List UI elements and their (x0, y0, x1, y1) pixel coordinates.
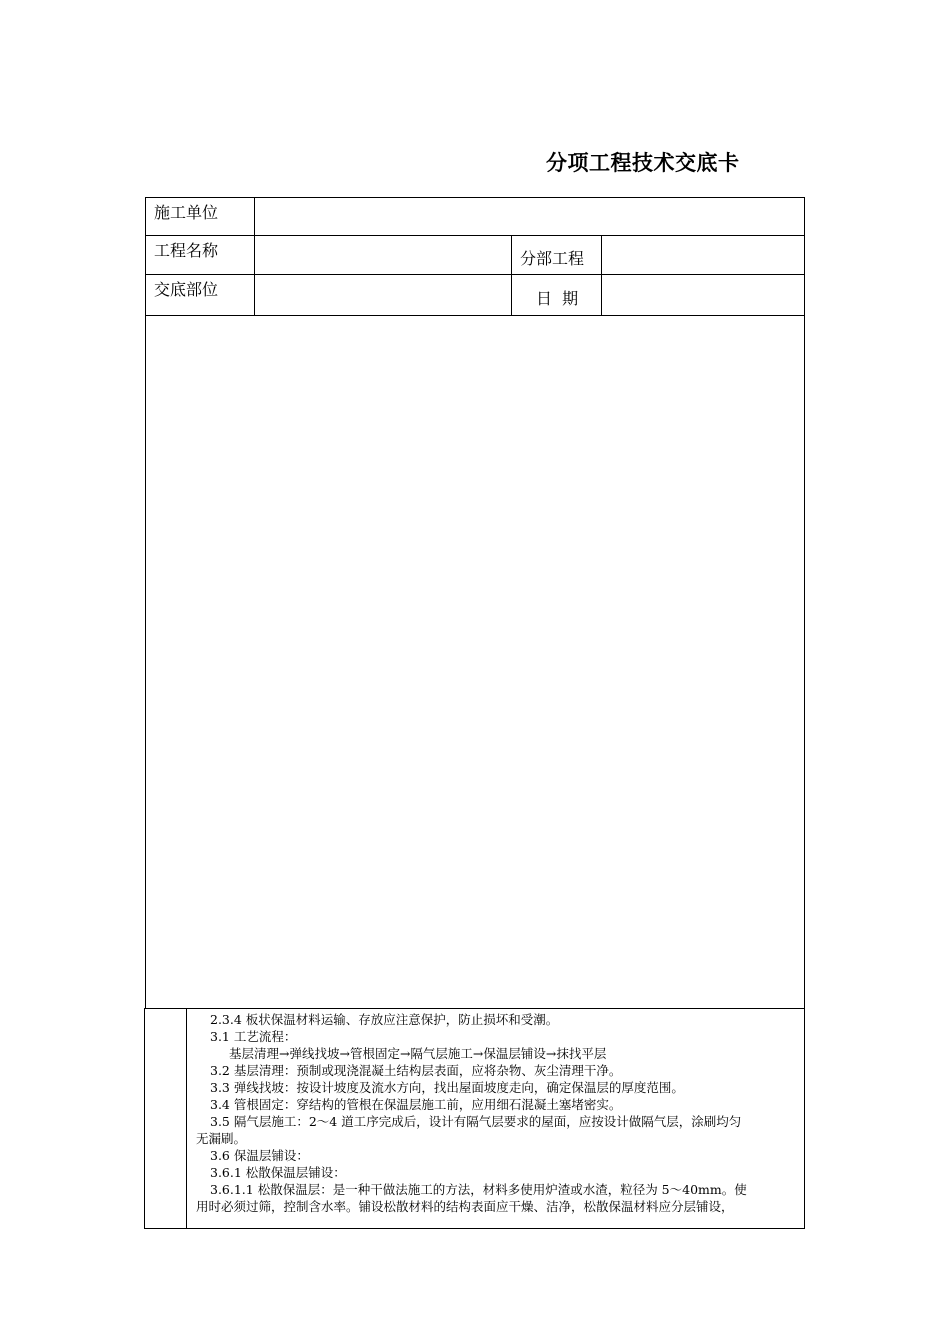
content-line: 3.3 弹线找坡：按设计坡度及流水方向，找出屋面坡度走向，确定保温层的厚度范围。 (210, 1080, 684, 1095)
content-line: 3.2 基层清理：预制或现浇混凝土结构层表面，应将杂物、灰尘清理干净。 (210, 1063, 622, 1078)
content-line: 3.1 工艺流程： (210, 1029, 297, 1044)
content-line: 3.6 保温层铺设： (210, 1148, 309, 1163)
header-table (145, 197, 805, 1009)
content-line: 用时必须过筛，控制含水率。铺设松散材料的结构表面应干燥、洁净，松散保温材料应分层铺设， (196, 1199, 734, 1214)
content-line: 2.3.4 板状保温材料运输、存放应注意保护，防止损坏和受潮。 (210, 1012, 559, 1027)
content-line: 3.4 管根固定：穿结构的管根在保温层施工前，应用细石混凝土塞堵密实。 (210, 1097, 622, 1112)
sub-project-label: 分部工程 (520, 249, 585, 268)
content-line: 基层清理→弹线找坡→管根固定→隔气层施工→保温层铺设→抹找平层 (229, 1046, 607, 1061)
handover-location-label: 交底部位 (154, 280, 219, 299)
page-title: 分项工程技术交底卡 (546, 150, 740, 175)
content-text (196, 1011, 801, 1215)
content-line: 3.6.1.1 松散保温层：是一种干做法施工的方法，材料多使用炉渣或水渣，粒径为 5～40mm。使 (210, 1182, 747, 1197)
content-table (144, 1008, 805, 1229)
content-line: 3.6.1 松散保温层铺设： (210, 1165, 346, 1180)
content-line: 3.5 隔气层施工：2～4 道工序完成后，设计有隔气层要求的屋面，应按设计做隔气层，涂刷均匀 (210, 1114, 742, 1129)
project-name-label: 工程名称 (154, 241, 219, 260)
date-label: 日 期 (536, 289, 579, 308)
construction-unit-label: 施工单位 (154, 203, 219, 222)
content-line: 无漏刷。 (196, 1131, 247, 1146)
